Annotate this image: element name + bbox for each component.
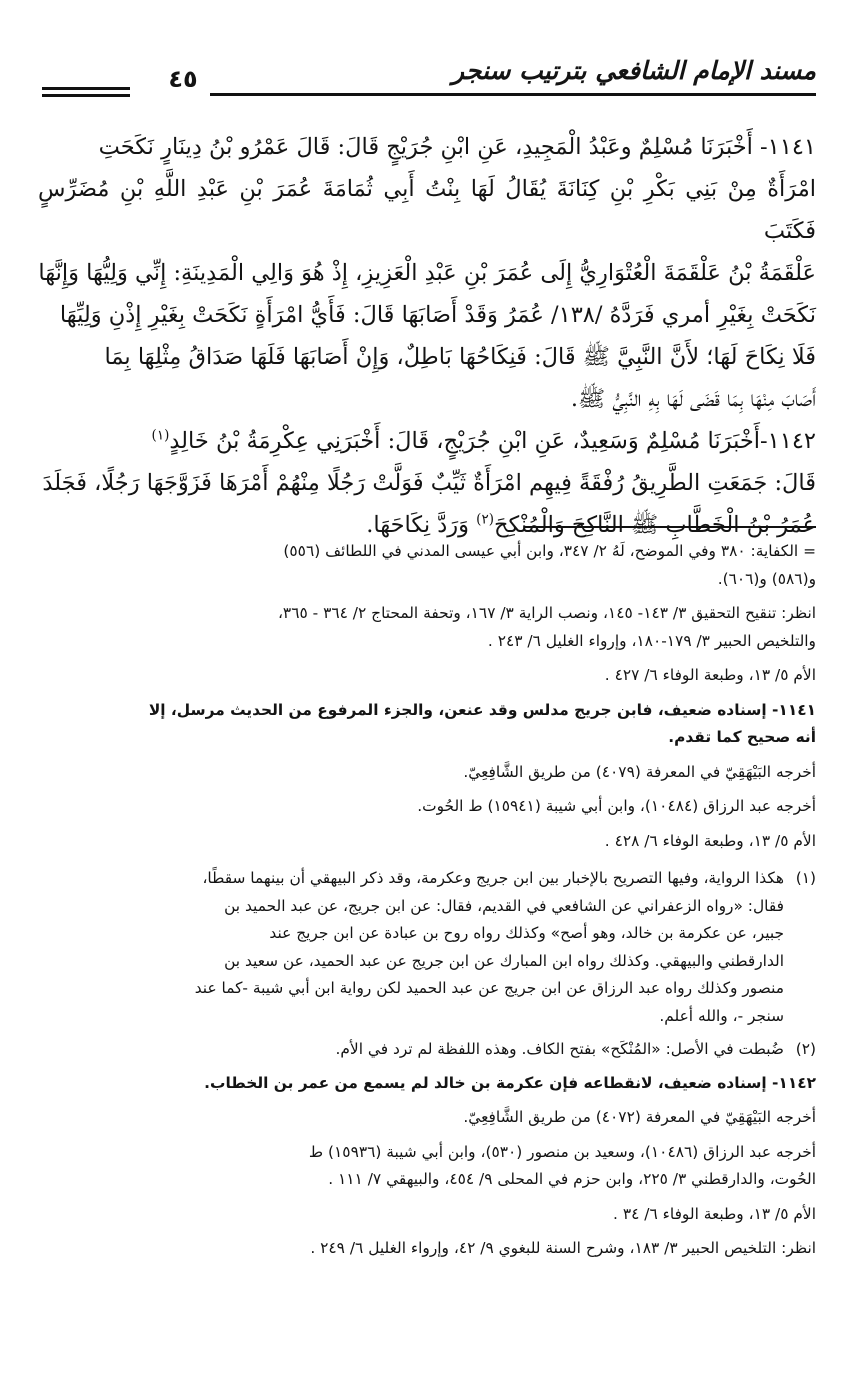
note-line: الحُوت، والدارقطني ٣/ ٢٢٥، وابن حزم في المحلى ٩/ ٤٥٤، والبيهقي ٧/ ١١١ .: [328, 1170, 816, 1188]
takhrij-heading: ١١٤٢- إسناده ضعيف، لانقطاعه فإن عكرمة بن خالد لم يسمع من عمر بن الخطاب.: [204, 1073, 816, 1092]
note-line: أخرجه البَيْهَقِيّ في المعرفة (٤٠٧٩) من طريق الشَّافِعِيّ.: [463, 762, 816, 781]
footnote-1-line: الدارقطني والبيهقي. وكذلك رواه ابن المبارك عن ابن جريج عن عبد الحميد، عن سعيد بن: [224, 951, 784, 970]
footnote-1-line: جبير، عن عكرمة بن خالد، وهو أصح» وكذلك رواه روح بن عبادة عن ابن جريج عند: [269, 924, 784, 942]
note-line: أخرجه عبد الرزاق (١٠٤٨٤)، وابن أبي شيبة (١٥٩٤١) ط الحُوت.: [417, 797, 816, 815]
footnote-2-label: (٢): [795, 1040, 816, 1058]
hadith-1141-line: أَصَابَ مِنْهَا بِمَا قَضَى لَهَا بِهِ النَّبِيُّ ﷺ.: [570, 386, 816, 412]
footnote-1-line: فقال: «رواه الزعفراني عن الشافعي في القديم، فقال: عن ابن جريج، عن عبد الحميد بن: [224, 896, 784, 915]
note-line: الأم ٥/ ١٣، وطبعة الوفاء ٦/ ٤٢٧ .: [604, 666, 816, 684]
takhrij-heading: ١١٤١- إسناده ضعيف، فابن جريج مدلس وقد عنعن، والجزء المرفوع من الحديث مرسل، إلا: [148, 700, 816, 719]
footnote-2-text: ضُبطت في الأصل: «المُنْكَح» بفتح الكاف. وهذه اللفظة لم ترد في الأم.: [335, 1040, 784, 1058]
header-rule-double-lower: [42, 94, 130, 97]
hadith-1142-text: عُمَرُ بْنُ الْخَطَّابِ ﷺ النَّاكِحَ وَالْمُنْكِحَ: [493, 512, 816, 538]
note-line: والتلخيص الحبير ٣/ ١٧٩-١٨٠، وإرواء الغليل ٦/ ٢٤٣ .: [487, 631, 816, 650]
page-number: ٤٥: [168, 65, 198, 93]
hadith-1142-text: وَرَدَّ نِكَاحَهَا.: [366, 512, 469, 538]
footnote-2: [38, 1036, 816, 1064]
header-rule-double-upper: [42, 87, 130, 90]
note-line: = الكفاية: ٣٨٠ وفي الموضح، لَهُ ٢/ ٣٤٧، وابن أبي عيسى المدني في اللطائف (٥٥٦): [283, 542, 816, 560]
footnote-1-first-line: [38, 865, 816, 893]
header-rule: [210, 93, 816, 96]
takhrij-heading: أنه صحيح كما تقدم.: [668, 728, 816, 746]
footnote-1-label: (١): [795, 869, 816, 887]
note-line: انظر: التلخيص الحبير ٣/ ١٨٣، وشرح السنة للبغوي ٩/ ٤٢، وإرواء الغليل ٦/ ٢٤٩ .: [310, 1239, 816, 1257]
hadith-1141-line: ١١٤١- أَخْبَرَنَا مُسْلِمٌ وعَبْدُ الْمَجِيدِ، عَنِ ابْنِ جُرَيْجٍ قَالَ: قَالَ عَمْرُو بْنُ دِينَارٍ نَكَحَتِ: [98, 134, 816, 160]
footnote-separator: [524, 526, 816, 528]
note-line: أخرجه عبد الرزاق (١٠٤٨٦)، وسعيد بن منصور (٥٣٠)، وابن أبي شيبة (١٥٩٣٦) ط: [308, 1142, 816, 1161]
page-header: [42, 54, 816, 104]
note-line: و(٥٨٦) و(٦٠٦).: [717, 569, 816, 588]
note-line: أخرجه البَيْهَقِيّ في المعرفة (٤٠٧٢) من طريق الشَّافِعِيّ.: [463, 1108, 816, 1126]
footnote-1-line: منصور وكذلك رواه عبد الرزاق عن ابن جريج عن عبد الحميد لكن رواية ابن أبي شيبة -كما عند: [194, 979, 784, 997]
footnote-1-line: سنجر -، والله أعلم.: [659, 1006, 784, 1025]
hadith-1141-line: عَلْقَمَةُ بْنُ عَلْقَمَةَ الْعُتْوَارِيُّ إِلَى عُمَرَ بْنِ عَبْدِ الْعَزِيزِ، إِذْ هُوَ وَالِي الْمَدِينَةِ: إِنِّي وَلِيُّهَا وَإِنَّهَا: [38, 260, 816, 286]
footnote-ref-2: (٢): [476, 511, 494, 528]
hadith-1141-line: فَلَا نِكَاحَ لَهَا؛ لأَنَّ النَّبِيَّ ﷺ قَالَ: فَنِكَاحُهَا بَاطِلٌ، وَإِنْ أَصَابَهَا فَلَهَا صَدَاقُ مِثْلِهَا بِمَا: [104, 344, 816, 370]
footnote-1-text: هكذا الرواية، وفيها التصريح بالإخبار بين ابن جريج وعكرمة، وقد ذكر البيهقي أن بينهما سقطًا،: [202, 869, 784, 887]
note-line: انظر: تنقيح التحقيق ٣/ ١٤٣- ١٤٥، ونصب الراية ٣/ ١٦٧، وتحفة المحتاج ٢/ ٣٦٤ - ٣٦٥،: [277, 604, 816, 622]
footnotes: [38, 538, 816, 1270]
hadith-1142-line: قَالَ: جَمَعَتِ الطَّرِيقُ رُفْقَةً فِيهِم امْرَأَةٌ ثَيِّبٌ فَوَلَّتْ رَجُلًا مِنْهُمْ أَمْرَهَا فَزَوَّجَهَا رَجُلًا، فَجَلَدَ: [42, 470, 816, 496]
hadith-1142-line: [38, 420, 816, 462]
hadith-1141-line: امْرَأَةٌ مِنْ بَنِي بَكْرِ بْنِ كِنَانَةَ يُقَالُ لَهَا بِنْتُ أَبِي ثُمَامَةَ عُمَرَ بْنِ عَبْدِ اللَّهِ بْنِ مُضَرِّسٍ فَكَتَبَ: [38, 176, 816, 244]
main-text: [38, 126, 816, 546]
note-line: الأم ٥/ ١٣، وطبعة الوفاء ٦/ ٣٤ .: [613, 1204, 816, 1223]
running-title: مسند الإمام الشافعي بترتيب سنجر: [452, 56, 816, 85]
hadith-1141-line: نَكَحَتْ بِغَيْرِ أمري فَرَدَّهُ /١٣٨/ عُمَرُ وَقَدْ أَصَابَهَا قَالَ: فَأَيُّ امْرَأَةٍ نَكَحَتْ بِغَيْرِ إِذْنِ وَلِيِّهَا: [59, 302, 816, 328]
note-line: الأم ٥/ ١٣، وطبعة الوفاء ٦/ ٤٢٨ .: [604, 831, 816, 850]
footnote-ref-1: (١): [151, 427, 170, 444]
hadith-1142-text: ١١٤٢-أَخْبَرَنَا مُسْلِمٌ وَسَعِيدٌ، عَنِ ابْنِ جُرَيْجٍ، قَالَ: أَخْبَرَنِي عِكْرِمَةُ بْنُ خَالِدٍ: [169, 428, 816, 454]
footnote-2-line: [38, 1036, 816, 1064]
footnote-1: [38, 865, 816, 1030]
